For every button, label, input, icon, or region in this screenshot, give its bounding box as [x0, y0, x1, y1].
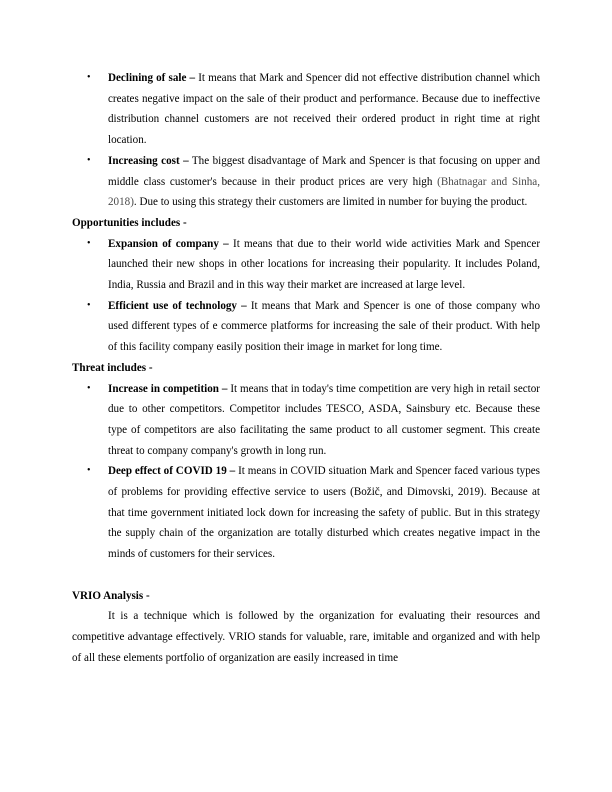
- item-text: It means that Mark and Spencer did not effective distribution channel which creates negative impact on the sale of their product and performance. Because due to ineffective distribution channel customers are not received their ordered product in right time at right location.: [108, 72, 540, 147]
- vrio-paragraph: It is a technique which is followed by the organization for evaluating their resources and competitive advantage effectively. VRIO stands for valuable, rare, imitable and organized and with help of all these elements portfolio of organization are easily increased in time: [72, 610, 540, 664]
- item-text: It means that due to their world wide activities Mark and Spencer launched their new shops in other locations for increasing their popularity. It includes Poland, India, Russia and Brazil and in this way their market are increased at large level.: [108, 237, 541, 292]
- item-text: It means that Mark and Spencer is one of those company who used different types of e commerce platforms for increasing the sale of their product. With help of this facility company easily position their image in market for long time.: [108, 299, 541, 354]
- item-term: Declining of sale –: [108, 72, 196, 84]
- list-item: [72, 379, 540, 462]
- bullet-icon: •: [87, 382, 91, 394]
- weaknesses-list: [72, 68, 540, 213]
- vrio-heading: VRIO Analysis -: [72, 589, 150, 602]
- bullet-icon: •: [87, 299, 91, 311]
- item-term: Deep effect of COVID 19 –: [108, 465, 236, 478]
- list-item: [72, 68, 540, 151]
- item-term: Increasing cost –: [108, 154, 189, 167]
- bullet-icon: •: [87, 154, 91, 166]
- item-term: Increase in competition –: [108, 382, 228, 395]
- opportunities-heading: Opportunities includes -: [72, 216, 187, 229]
- item-text: It means that in today's time competition are very high in retail sector due to other competitors. Competitor includes TESCO, ASDA, Sainsbury etc. Because these type of competitors are also facilitating the same product to all customer segment. This create threat to company company's growth in long run.: [108, 382, 541, 457]
- bullet-icon: •: [87, 465, 91, 477]
- list-item: [72, 234, 540, 296]
- spacer: [72, 565, 540, 586]
- bullet-icon: •: [87, 72, 91, 83]
- bullet-icon: •: [87, 237, 91, 249]
- list-item: [72, 296, 540, 358]
- item-term: Efficient use of technology –: [108, 299, 247, 312]
- threats-heading: Threat includes -: [72, 361, 153, 374]
- item-text: It means in COVID situation Mark and Spencer faced various types of problems for providing effective service to users (Božič, and Dimovski, 2019). Because at that time government initiated lock down for increasing the safety of public. But in this strategy the supply chain of the organization are totally disturbed which creates negative impact in the minds of customers for their services.: [108, 465, 540, 561]
- citation: (Bhatnagar and Sinha, 2018): [108, 175, 540, 209]
- list-item: [72, 151, 540, 213]
- list-item: [72, 461, 540, 565]
- opportunities-list: [72, 234, 540, 358]
- item-text: The biggest disadvantage of Mark and Spencer is that focusing on upper and middle class customer's because in their product prices are very high: [108, 154, 540, 188]
- page-content: [72, 68, 540, 668]
- threats-list: [72, 379, 540, 565]
- item-term: Expansion of company –: [108, 237, 229, 250]
- item-text: . Due to using this strategy their customers are limited in number for buying the product.: [133, 196, 528, 209]
